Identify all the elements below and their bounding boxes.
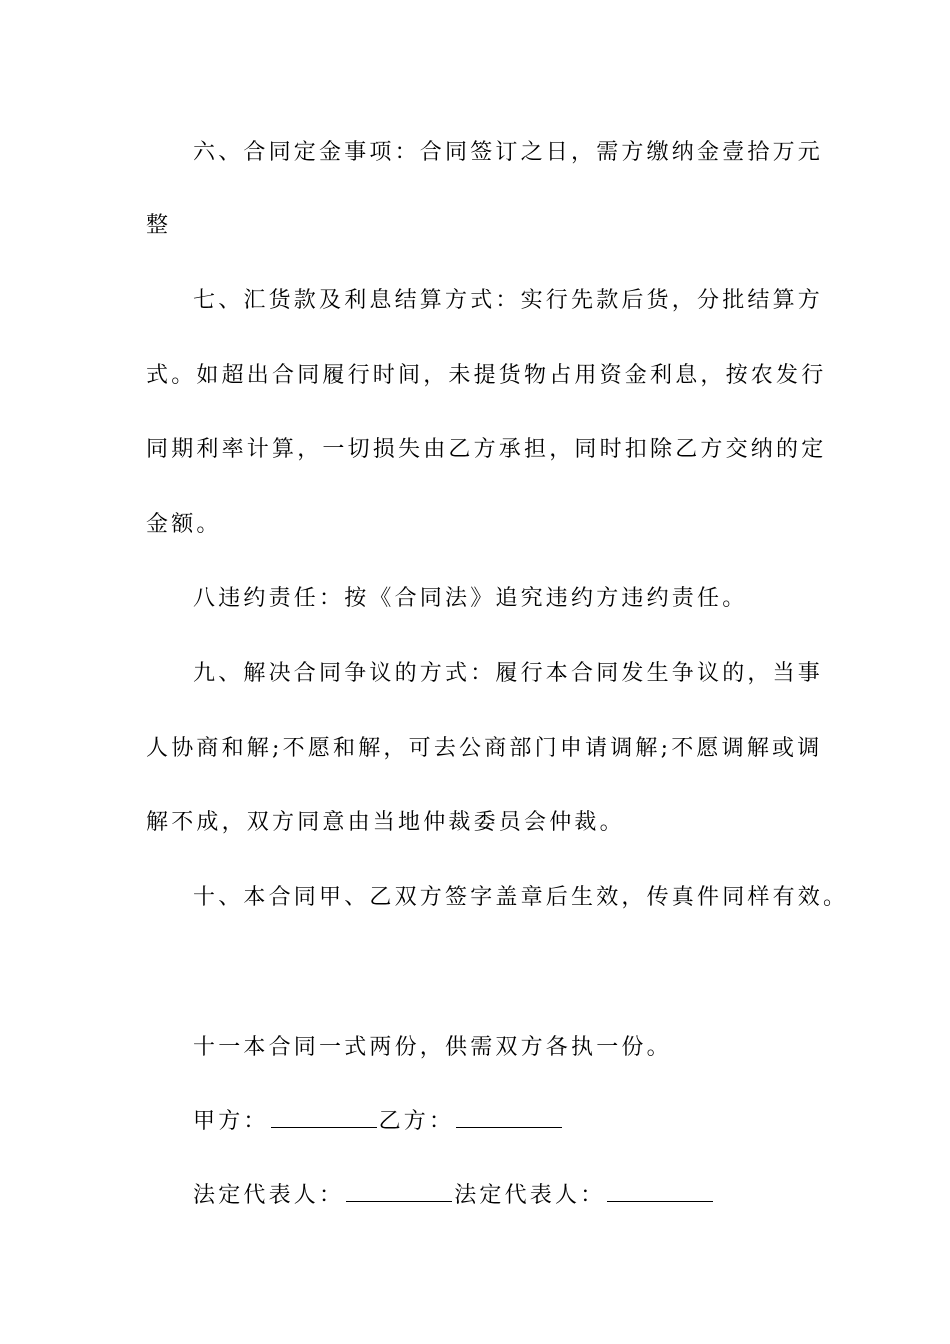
clause-10-line-1: 十、本合同甲、乙双方签字盖章后生效，传真件同样有效。 xyxy=(193,885,849,910)
clause-7-line-1: 七、汇货款及利息结算方式：实行先款后货，分批结算方 xyxy=(193,288,824,313)
clause-11-line-1: 十一本合同一式两份，供需双方各执一份。 xyxy=(193,1035,672,1060)
signature-row-parties xyxy=(193,1107,564,1137)
clause-9-line-3: 解不成，双方同意由当地仲裁委员会仲裁。 xyxy=(146,810,625,835)
clause-6-line-2: 整 xyxy=(146,213,172,238)
rep-b-label: 法定代表人： xyxy=(454,1183,606,1208)
clause-6-line-1: 六、合同定金事项：合同签订之日，需方缴纳金壹拾万元 xyxy=(193,140,824,165)
signature-row-representatives xyxy=(193,1181,715,1211)
party-a-blank xyxy=(271,1107,377,1128)
rep-b-blank xyxy=(607,1181,713,1202)
rep-a-blank xyxy=(346,1181,452,1202)
clause-7-line-4: 金额。 xyxy=(146,512,222,537)
clause-7-line-2: 式。如超出合同履行时间，未提货物占用资金利息，按农发行 xyxy=(146,363,827,388)
clause-8-line-1: 八违约责任：按《合同法》追究违约方违约责任。 xyxy=(193,586,748,611)
clause-9-line-1: 九、解决合同争议的方式：履行本合同发生争议的，当事 xyxy=(193,661,824,686)
rep-a-label: 法定代表人： xyxy=(193,1183,345,1208)
party-b-label: 乙方： xyxy=(378,1109,455,1134)
clause-7-line-3: 同期利率计算，一切损失由乙方承担，同时扣除乙方交纳的定 xyxy=(146,437,827,462)
party-a-label: 甲方： xyxy=(193,1109,269,1134)
clause-9-line-2: 人协商和解;不愿和解，可去公商部门申请调解;不愿调解或调 xyxy=(146,736,823,761)
party-b-blank xyxy=(456,1107,562,1128)
